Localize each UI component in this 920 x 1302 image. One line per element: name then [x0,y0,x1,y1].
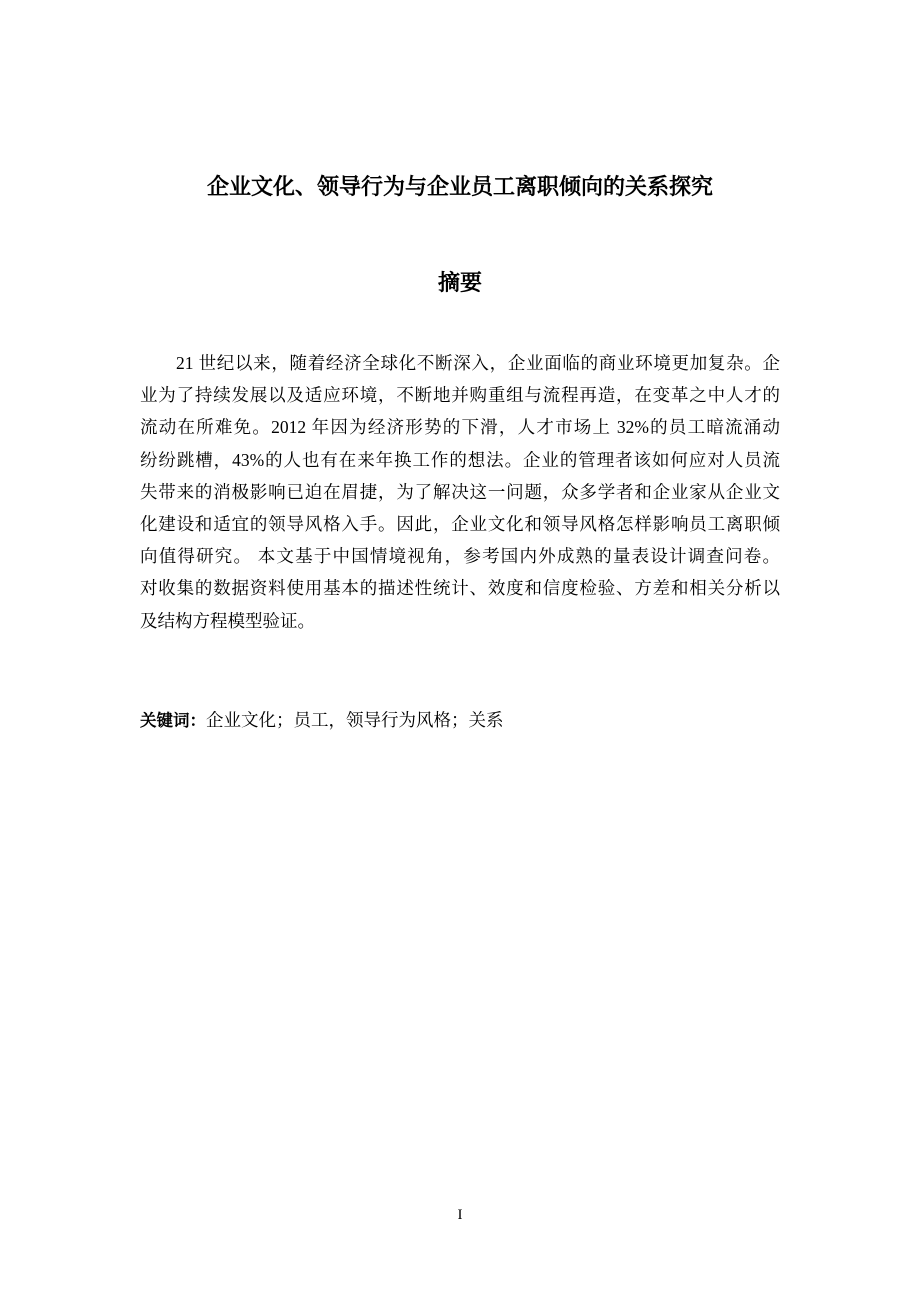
abstract-line: 化建设和适宜的领导风格入手。因此，企业文化和领导风格怎样影响员工离职倾 [140,513,780,534]
keywords-label: 关键词： [140,711,206,730]
abstract-heading: 摘要 [437,271,482,296]
document-title: 企业文化、领导行为与企业员工离职倾向的关系探究 [206,175,713,200]
abstract-line: 业为了持续发展以及适应环境，不断地并购重组与流程再造，在变革之中人才的 [140,385,780,406]
abstract-line: 流动在所难免。2012 年因为经济形势的下滑，人才市场上 32%的员工暗流涌动 [140,417,780,438]
abstract-body [140,347,780,637]
abstract-line: 向值得研究。 本文基于中国情境视角，参考国内外成熟的量表设计调查问卷。 [140,546,780,567]
keywords-text: 企业文化；员工，领导行为风格；关系 [206,710,504,730]
abstract-line: 纷纷跳槽，43%的人也有在来年换工作的想法。企业的管理者该如何应对人员流 [140,449,780,470]
abstract-line: 及结构方程模型验证。 [140,610,315,631]
abstract-line: 失带来的消极影响已迫在眉捷，为了解决这一问题，众多学者和企业家从企业文 [140,481,780,502]
keywords [140,707,504,732]
abstract-line: 对收集的数据资料使用基本的描述性统计、效度和信度检验、方差和相关分析以 [140,578,780,599]
abstract-line: 21 世纪以来，随着经济全球化不断深入，企业面临的商业环境更加复杂。企 [176,353,780,373]
page-number: I [457,1207,463,1223]
